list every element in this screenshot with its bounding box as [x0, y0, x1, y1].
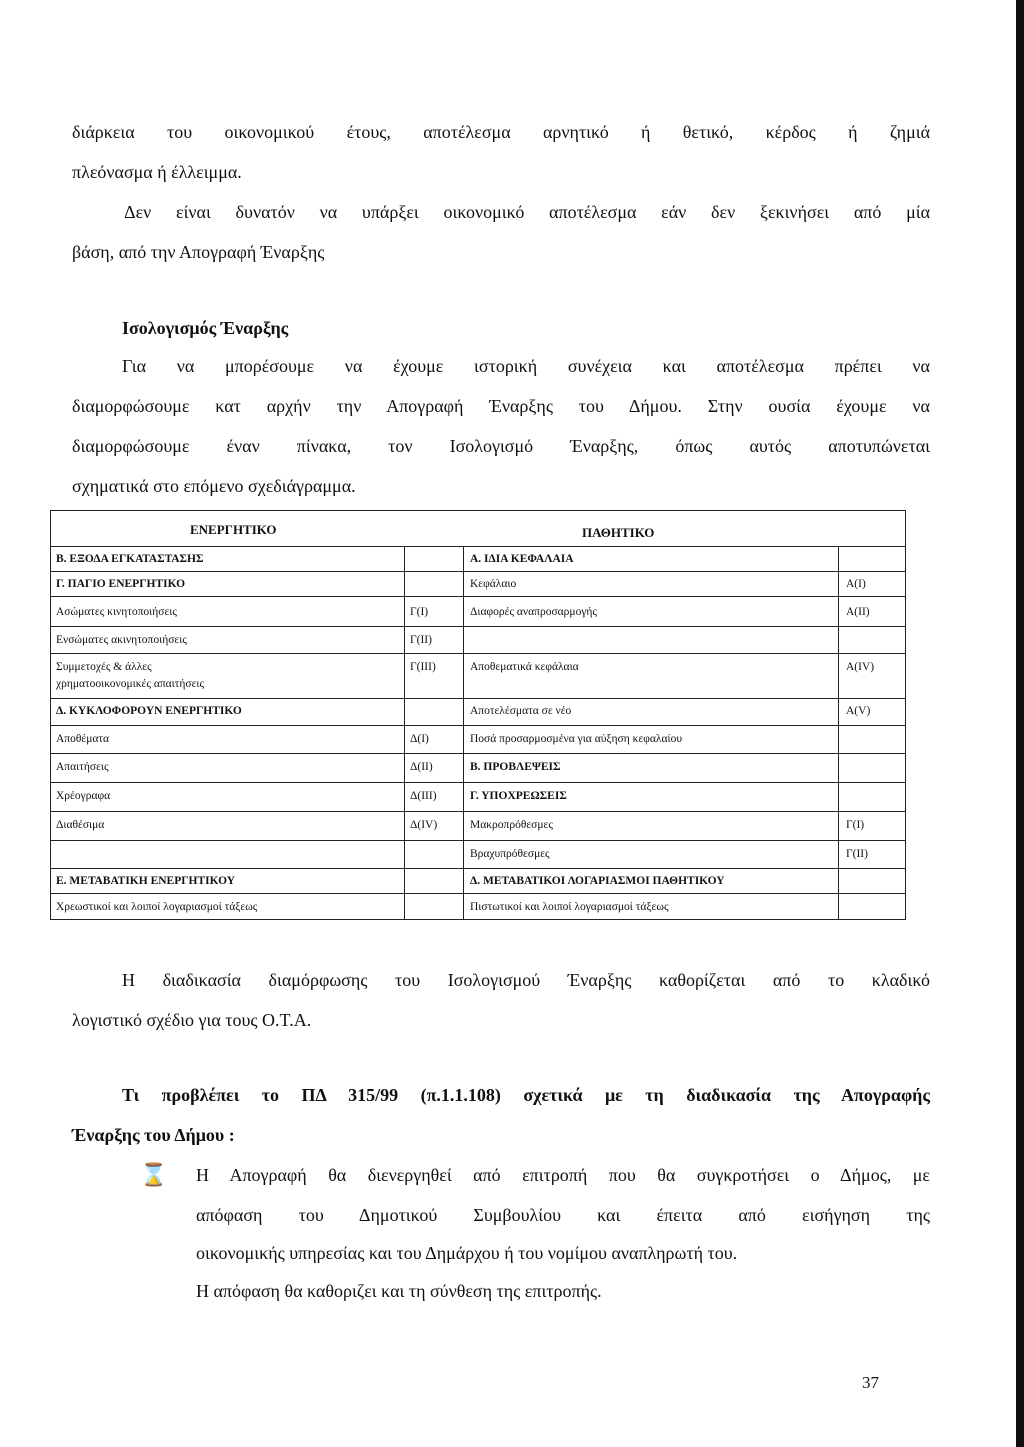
scan-edge [1016, 0, 1024, 1447]
table-cell: Δ. ΜΕΤΑΒΑΤΙΚΟΙ ΛΟΓΑΡΙΑΣΜΟΙ ΠΑΘΗΤΙΚΟΥ [470, 875, 725, 887]
table-cell-code: Α(Ι) [846, 578, 866, 590]
table-cell: Ενσώματες ακινητοποιήσεις [56, 634, 187, 646]
table-cell-code: Γ(Ι) [410, 606, 429, 618]
opening-balance-sheet-table [50, 510, 906, 920]
table-cell-code: Γ(ΙΙ) [410, 634, 432, 646]
table-cell: χρηματοοικονομικές απαιτήσεις [56, 678, 205, 690]
table-cell: Μακροπρόθεσμες [470, 819, 553, 831]
pd-heading-line-2: Έναρξης του Δήμου : [72, 1125, 235, 1145]
paragraph-3-line-2: λογιστικό σχέδιο για τους Ο.Τ.Α. [72, 1010, 312, 1030]
paragraph-3-line-1: Η διαδικασία διαμόρφωσης του Ισολογισμού Έναρξης καθορίζεται από το κλαδικό [122, 970, 930, 990]
table-cell: Ποσά προσαρμοσμένα για αύξηση κεφαλαίου [470, 733, 683, 745]
liabilities-header: ΠΑΘΗΤΙΚΟ [582, 525, 655, 540]
section-heading: Ισολογισμός Έναρξης [122, 318, 289, 338]
table-cell-code: Γ(ΙΙΙ) [410, 661, 436, 673]
table-cell: Διαφορές αναπροσαρμογής [470, 606, 597, 618]
table-cell: Αποθεματικά κεφάλαια [470, 661, 579, 673]
table-cell-code: Α(ΙV) [846, 661, 875, 673]
table-cell: Ε. ΜΕΤΑΒΑΤΙΚΗ ΕΝΕΡΓΗΤΙΚΟΥ [56, 875, 236, 887]
hourglass-bullet-icon: ⌛ [140, 1163, 168, 1188]
table-cell: Δ. ΚΥΚΛΟΦΟΡΟΥΝ ΕΝΕΡΓΗΤΙΚΟ [56, 705, 242, 717]
table-cell: Πιστωτικοί και λοιποί λογαριασμοί τάξεως [470, 901, 669, 913]
bullet-line-2: απόφαση του Δημοτικού Συμβουλίου και έπειτα από εισήγηση της [196, 1205, 930, 1225]
table-cell-code: Δ(ΙΙ) [410, 761, 433, 773]
table-cell: Α. ΙΔΙΑ ΚΕΦΑΛΑΙΑ [470, 553, 574, 565]
paragraph-2-line-1: Για να μπορέσουμε να έχουμε ιστορική συνέχεια και αποτέλεσμα πρέπει να [122, 356, 930, 376]
table-cell: Κεφάλαιο [470, 578, 517, 590]
pd-heading-line-1: Τι προβλέπει το ΠΔ 315/99 (π.1.1.108) σχετικά με τη διαδικασία της Απογραφής [122, 1085, 930, 1105]
table-cell: Απαιτήσεις [56, 761, 109, 773]
bullet-line-1: Η Απογραφή θα διενεργηθεί από επιτροπή που θα συγκροτήσει ο Δήμος, με [196, 1165, 930, 1185]
paragraph-2-line-3: διαμορφώσουμε έναν πίνακα, τον Ισολογισμό Έναρξης, όπως αυτός αποτυπώνεται [72, 436, 930, 456]
table-cell: Χρέογραφα [56, 790, 111, 802]
table-cell: Διαθέσιμα [56, 819, 105, 831]
paragraph-1-line-4: βάση, από την Απογραφή Έναρξης [72, 242, 325, 262]
table-cell: Β. ΕΞΟΔΑ ΕΓΚΑΤΑΣΤΑΣΗΣ [56, 553, 204, 565]
paragraph-1-line-3: Δεν είναι δυνατόν να υπάρξει οικονομικό αποτέλεσμα εάν δεν ξεκινήσει από μία [124, 202, 930, 222]
table-cell-code: Γ(ΙΙ) [846, 848, 868, 860]
table-cell: Γ. ΠΑΓΙΟ ΕΝΕΡΓΗΤΙΚΟ [56, 578, 186, 590]
bullet-line-4: Η απόφαση θα καθοριζει και τη σύνθεση της επιτροπής. [196, 1281, 602, 1301]
paragraph-2-line-2: διαμορφώσουμε κατ αρχήν την Απογραφή Έναρξης του Δήμου. Στην ουσία έχουμε να [72, 396, 930, 416]
assets-header: ΕΝΕΡΓΗΤΙΚΟ [190, 522, 277, 537]
bullet-line-3: οικονομικής υπηρεσίας και του Δημάρχου ή του νομίμου αναπληρωτή του. [196, 1243, 738, 1263]
table-cell-code: Α(ΙΙ) [846, 606, 870, 618]
table-cell: Γ. ΥΠΟΧΡΕΩΣΕΙΣ [470, 790, 567, 802]
table-cell: Ασώματες κινητοποιήσεις [56, 606, 177, 618]
table-cell: Χρεωστικοί και λοιποί λογαριασμοί τάξεως [56, 901, 258, 913]
paragraph-1-line-2: πλεόνασμα ή έλλειμμα. [72, 162, 242, 182]
table-cell-code: Γ(Ι) [846, 819, 865, 831]
table-cell-code: Δ(Ι) [410, 733, 429, 745]
paragraph-1-line-1: διάρκεια του οικονομικού έτους, αποτέλεσμα αρνητικό ή θετικό, κέρδος ή ζημιά [72, 122, 930, 142]
table-cell: Συμμετοχές & άλλες [56, 661, 152, 673]
paragraph-2-line-4: σχηματικά στο επόμενο σχεδιάγραμμα. [72, 476, 356, 496]
table-cell-code: Δ(ΙΙΙ) [410, 790, 437, 802]
table-cell-code: Δ(ΙV) [410, 819, 438, 831]
table-cell: Βραχυπρόθεσμες [470, 848, 550, 860]
table-cell-code: Α(V) [846, 705, 871, 717]
table-cell: Β. ΠΡΟΒΛΕΨΕΙΣ [470, 761, 561, 773]
table-cell: Αποθέματα [56, 733, 110, 745]
table-cell: Αποτελέσματα σε νέο [470, 705, 572, 717]
page-number: 37 [862, 1373, 879, 1392]
